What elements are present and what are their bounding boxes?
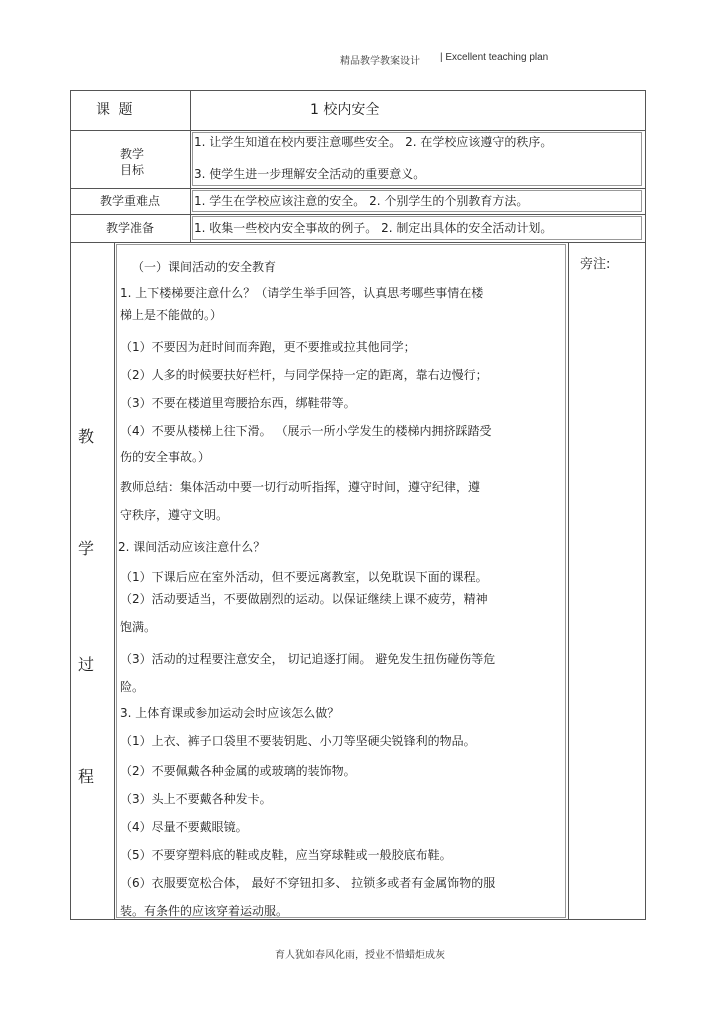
process-line: 3. 上体育课或参加运动会时应该怎么做？ — [120, 706, 340, 720]
process-line: （1）上衣、裤子口袋里不要装钥匙、小刀等坚硬尖锐锋利的物品。 — [120, 734, 476, 748]
process-line: （6）衣服要宽松合体， 最好不穿钮扣多、 拉锁多或者有金属饰物的服 — [120, 876, 496, 890]
goal-label-1: 教学 — [119, 147, 144, 161]
process-char: 教 — [78, 427, 95, 446]
table-divider — [70, 130, 646, 131]
process-line: （1）下课后应在室外活动，但不要远离教室，以免耽误下面的课程。 — [120, 570, 488, 584]
process-line: （一）课间活动的安全教育 — [132, 260, 277, 274]
process-line: 装。有条件的应该穿着运动服。 — [120, 904, 289, 918]
process-line: （2）人多的时候要扶好栏杆，与同学保持一定的距离，靠右边慢行； — [120, 368, 488, 382]
topic-label: 课 题 — [96, 102, 135, 118]
table-divider — [114, 242, 115, 920]
table-divider — [70, 188, 646, 189]
prep-value: 1. 收集一些校内安全事故的例子。 2. 制定出具体的安全活动计划。 — [194, 221, 553, 235]
process-line: 险。 — [120, 680, 145, 694]
goal-line-2: 3. 使学生进一步理解安全活动的重要意义。 — [194, 167, 426, 181]
process-line: （5）不要穿塑料底的鞋或皮鞋，应当穿球鞋或一般胶底布鞋。 — [120, 848, 452, 862]
topic-value: 1 校内安全 — [310, 102, 380, 118]
process-char: 学 — [78, 539, 95, 558]
process-line: 梯上是不能做的。） — [120, 308, 223, 322]
table-divider — [70, 242, 646, 243]
process-char: 程 — [78, 767, 95, 786]
process-line: 伤的安全事故。） — [120, 450, 211, 464]
process-line: （2）不要佩戴各种金属的或玻璃的装饰物。 — [120, 764, 356, 778]
key-label: 教学重难点 — [99, 194, 160, 208]
header-title-en: | Excellent teaching plan — [440, 52, 549, 63]
footer-motto: 育人犹如春风化雨，授业不惜蜡炬成灰 — [275, 950, 445, 961]
table-divider — [190, 90, 191, 242]
process-line: （3）活动的过程要注意安全， 切记追逐打闹。 避免发生扭伤碰伤等危 — [120, 652, 496, 666]
table-divider — [568, 242, 569, 920]
process-line: （4）尽量不要戴眼镜。 — [120, 820, 248, 834]
key-value: 1. 学生在学校应该注意的安全。 2. 个别学生的个别教育方法。 — [194, 194, 529, 208]
process-line: 守秩序，遵守文明。 — [120, 508, 229, 522]
table-divider — [70, 214, 646, 215]
process-line: （3）头上不要戴各种发卡。 — [120, 792, 272, 806]
goal-label-2: 目标 — [119, 163, 144, 177]
side-note-label: 旁注: — [580, 257, 611, 272]
prep-label: 教学准备 — [105, 221, 154, 235]
process-line: （3）不要在楼道里弯腰拾东西，绑鞋带等。 — [120, 396, 356, 410]
process-line: （1）不要因为赶时间而奔跑，更不要推或拉其他同学； — [120, 340, 416, 354]
process-line: 2. 课间活动应该注意什么？ — [118, 540, 266, 554]
process-line: 教师总结：集体活动中要一切行动听指挥，遵守时间，遵守纪律，遵 — [120, 480, 481, 494]
process-line: 饱满。 — [120, 620, 157, 634]
process-line: （2）活动要适当，不要做剧烈的运动。以保证继续上课不疲劳，精神 — [120, 592, 488, 606]
header-title-cn: 精品教学教案设计 — [340, 56, 420, 67]
process-line: （4）不要从楼梯上往下滑。 （展示一所小学发生的楼梯内拥挤踩踏受 — [120, 424, 492, 438]
process-line: 1. 上下楼梯要注意什么？（请学生举手回答，认真思考哪些事情在楼 — [120, 286, 484, 300]
goal-line-1: 1. 让学生知道在校内要注意哪些安全。 2. 在学校应该遵守的秩序。 — [194, 135, 553, 149]
process-char: 过 — [78, 655, 95, 674]
